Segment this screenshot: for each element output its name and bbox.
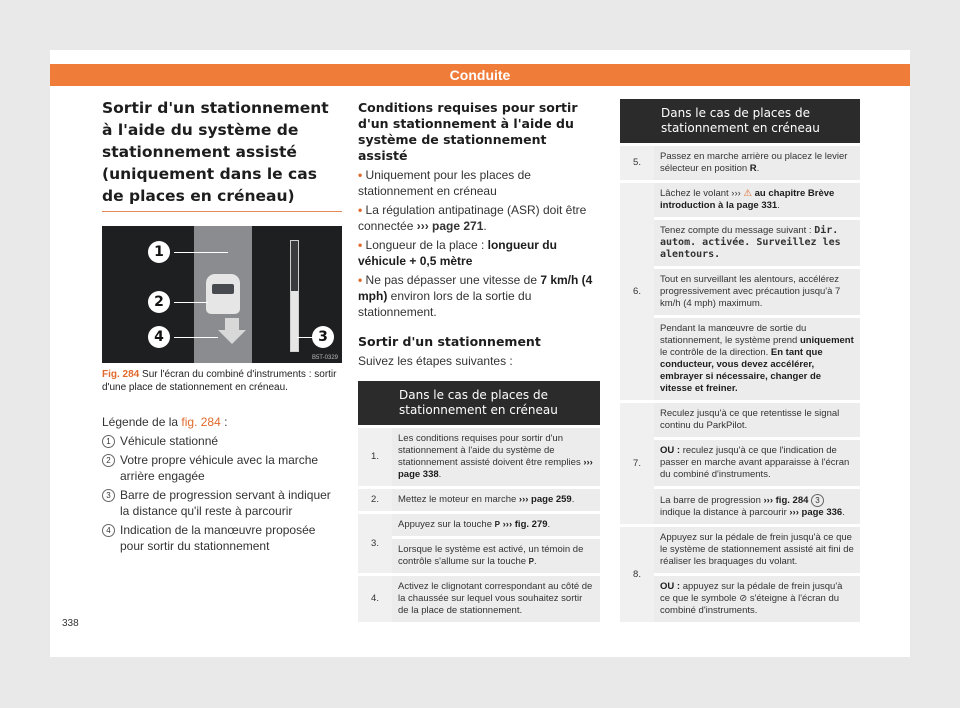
legend-number: 2 (102, 454, 115, 467)
table-row (358, 513, 600, 538)
figure-284 (102, 226, 342, 363)
figure-code: B5T-0329 (311, 355, 338, 361)
condition-item: • La régulation antipatinage (ASR) doit être connectée ››› page 271. (358, 203, 587, 233)
punct: . (438, 469, 442, 480)
warning-icon: ⚠ (743, 188, 752, 199)
text: Appuyez sur la touche (398, 519, 495, 530)
table-row (620, 182, 860, 219)
legend-number: 3 (102, 489, 115, 502)
text: reculez jusqu'à ce que l'indication de passer en marche avant apparaisse à l'écran du combiné d'instruments. (660, 445, 850, 480)
callout-line-4 (174, 337, 218, 338)
legend (102, 414, 342, 554)
text: Mettez le moteur en marche (398, 494, 519, 505)
legend-intro-suffix: : (220, 415, 228, 429)
legend-item (102, 433, 342, 449)
condition-item: • Longueur de la place : longueur du véhicule + 0,5 mètre (358, 238, 557, 268)
legend-fig-link[interactable]: fig. 284 (181, 415, 221, 429)
step-text (654, 317, 860, 402)
step-number: 1. (358, 427, 392, 488)
legend-text: Indication de la manœuvre proposée pour sortir du stationnement (120, 523, 316, 553)
text: le contrôle de la direction. (660, 347, 771, 358)
step-number: 3. (358, 513, 392, 575)
punct: . (842, 507, 845, 518)
exit-title: Sortir d'un stationnement (358, 334, 541, 349)
text: Tenez compte du message suivant : (660, 225, 815, 236)
table-row (620, 402, 860, 439)
text: indique la distance à parcourir (660, 507, 790, 518)
legend-intro-prefix: Légende de la (102, 415, 182, 429)
punct: . (547, 519, 551, 530)
step-text (392, 488, 600, 513)
callout-2: 2 (148, 291, 170, 313)
punct: . (534, 556, 537, 567)
condition-text: La régulation antipatinage (ASR) doit être connectée (358, 203, 587, 233)
punct: . (483, 219, 487, 233)
step-number: 5. (620, 145, 654, 182)
page-link[interactable]: ››› page 336 (789, 507, 843, 518)
legend-text: Votre propre véhicule avec la marche arrière engagée (120, 453, 319, 483)
progress-bar (290, 240, 299, 352)
bold-text: OU : (660, 581, 681, 592)
text: s'éteigne à l'écran du combiné d'instruments. (660, 593, 840, 616)
table-row (620, 219, 860, 268)
legend-item (102, 452, 342, 484)
step-number: 8. (620, 526, 654, 623)
progress-fill (291, 291, 298, 352)
step-text (392, 427, 600, 488)
page-link[interactable]: ››› page 259 (518, 494, 572, 505)
text: Passez en marche arrière ou placez le levier sélecteur en position (660, 151, 848, 174)
table-row (358, 427, 600, 488)
park-assist-button-icon: P (528, 557, 535, 566)
steps-table-left (358, 381, 600, 622)
table-row (358, 575, 600, 623)
parking-steer-icon: ⊘ (739, 593, 748, 604)
legend-intro (102, 414, 342, 430)
page-header: Conduite (50, 64, 910, 86)
condition-text: Longueur de la place : (365, 238, 488, 252)
text: Lorsque le système est activé, un témoin de contrôle s'allume sur la touche (398, 544, 584, 567)
condition-bold: longueur du véhicule + 0,5 mètre (358, 238, 557, 268)
legend-item (102, 487, 342, 519)
step-text (654, 439, 860, 488)
maneuver-arrow-icon (218, 330, 246, 344)
table-row (620, 317, 860, 402)
park-assist-button-icon: P (494, 520, 500, 529)
page-number: 338 (62, 618, 79, 629)
punct: . (756, 163, 760, 174)
table-row (620, 145, 860, 182)
step-text (654, 182, 860, 219)
punct: . (777, 200, 780, 211)
chapter-link[interactable]: au chapitre Brève introduction à la page 331 (660, 188, 835, 211)
callout-1: 1 (148, 241, 170, 263)
conditions-title: Conditions requises pour sortir d'un stationnement à l'aide du système de stationnement assisté (358, 100, 578, 163)
condition-text: Ne pas dépasser une vitesse de (365, 273, 541, 287)
step-text (392, 513, 600, 538)
own-vehicle-icon (206, 274, 240, 314)
table-row (358, 488, 600, 513)
text: Lâchez le volant ››› (660, 188, 744, 199)
punct: . (571, 494, 575, 505)
legend-number: 1 (102, 435, 115, 448)
table-header-blank (358, 381, 392, 427)
step-text: Reculez jusqu'à ce que retentisse le signal continu du ParkPilot. (654, 402, 860, 439)
table-header-blank (620, 99, 654, 145)
figure-caption-text: Sur l'écran du combiné d'instruments : sortir d'une place de stationnement en créneau. (102, 369, 337, 393)
callout-3: 3 (312, 326, 334, 348)
condition-item: • Uniquement pour les places de stationnement en créneau (358, 168, 531, 198)
legend-text: Véhicule stationné (120, 434, 219, 448)
figure-caption (102, 369, 342, 394)
step-text (654, 575, 860, 623)
step-number: 4. (358, 575, 392, 623)
condition-text: Uniquement pour les places de stationnement en créneau (358, 168, 531, 198)
figure-label: Fig. 284 (102, 369, 140, 380)
table-header: Dans le cas de places de stationnement en créneau (654, 99, 860, 145)
fig-link[interactable]: ››› fig. 279 (502, 519, 548, 530)
bold-text: uniquement (799, 335, 854, 346)
steps-table-right (620, 99, 860, 622)
step-text (654, 219, 860, 268)
page-link[interactable]: ››› page 338 (398, 457, 593, 480)
table-row (620, 575, 860, 623)
table-row (620, 268, 860, 317)
callout-number: 3 (811, 494, 824, 507)
table-row (620, 488, 860, 526)
section-title: Sortir d'un stationnement à l'aide du système de stationnement assisté (uniquement dans le cas de places en créneau) (102, 97, 342, 212)
callout-4: 4 (148, 326, 170, 348)
callout-line-2 (174, 302, 208, 303)
step-text (654, 488, 860, 526)
table-row (358, 538, 600, 575)
gear-position: R (749, 163, 757, 174)
table-row (620, 526, 860, 575)
table-header: Dans le cas de places de stationnement en créneau (392, 381, 600, 427)
step-number: 7. (620, 402, 654, 526)
step-number: 6. (620, 182, 654, 402)
text: appuyez sur la pédale de frein jusqu'à ce que le symbole (660, 581, 843, 604)
page-link[interactable]: ››› page 271 (416, 219, 484, 233)
condition-bold: 7 km/h (4 mph) (358, 273, 593, 303)
text: Les conditions requises pour sortir d'un stationnement à l'aide du système de stationnement assisté doivent être remplies (398, 433, 584, 468)
callout-line-1 (174, 252, 228, 253)
left-column (102, 97, 342, 554)
text: Pendant la manœuvre de sortie du stationnement, le système prend (660, 323, 807, 346)
legend-item (102, 522, 342, 554)
fig-link[interactable]: ››› fig. 284 (763, 495, 809, 506)
step-text: Tout en surveillant les alentours, accélérez progressivement avec précaution jusqu'à 7 km/h (4 mph) maximum. (654, 268, 860, 317)
text: La barre de progression (660, 495, 764, 506)
middle-column (358, 100, 600, 622)
right-column (620, 99, 860, 622)
display-message: Dir. autom. activée. Surveillez les alentours. (660, 225, 841, 260)
bold-text: OU : (660, 445, 681, 456)
exit-intro: Suivez les étapes suivantes : (358, 354, 513, 368)
step-text (654, 145, 860, 182)
step-text (392, 538, 600, 575)
step-text: Appuyez sur la pédale de frein jusqu'à ce que le système de stationnement assisté ait fini de réaliser les braquages du volant. (654, 526, 860, 575)
condition-text: environ lors de la sortie du stationnement. (358, 289, 532, 319)
bold-text: En tant que conducteur, vous devez accélérer, embrayer si nécessaire, changer de vitesse et freiner. (660, 347, 823, 394)
legend-text: Barre de progression servant à indiquer la distance qu'il reste à parcourir (120, 488, 331, 518)
condition-item: • Ne pas dépasser une vitesse de 7 km/h (4 mph) environ lors de la sortie du stationnement. (358, 273, 593, 319)
table-row (620, 439, 860, 488)
step-text: Activez le clignotant correspondant au côté de la chaussée sur lequel vous souhaitez sortir de la place de stationnement. (392, 575, 600, 623)
step-number: 2. (358, 488, 392, 513)
legend-number: 4 (102, 524, 115, 537)
